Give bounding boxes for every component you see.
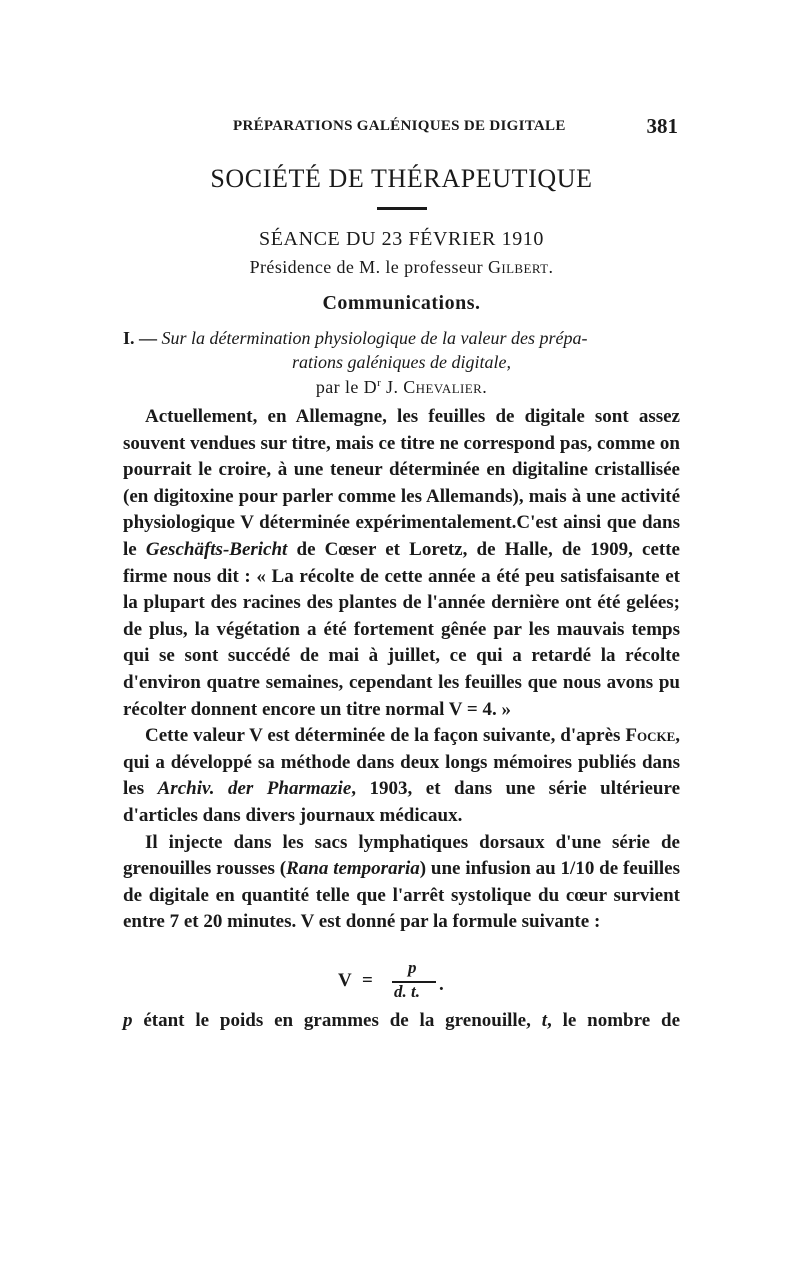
paragraph-1: [123, 404, 680, 723]
president-name: Gilbert: [487, 257, 549, 277]
p1-part2: de Cœser et Loretz, de Halle, de 1909, cette firme nous dit : « La récolte de cette année a été peu satisfaisante et la plupart des racines des plantes de l'année dernière ont été gelées; de plus, la végétation a été fortement gênée par les mauvais temps qui se sont succédé de mai à juillet, ce qui a retardé la récolte d'environ quatre semaines, cependant les feuilles que nous avons pu récolter donnent encore un titre normal V = 4. »: [123, 538, 680, 720]
p3-part1: Il injecte dans les sacs lymphatiques dorsaux d'une série de grenouilles rousses (: [123, 831, 680, 880]
communications-heading: Communications.: [322, 292, 481, 314]
seance-heading: SÉANCE DU 23 FÉVRIER 1910: [258, 228, 544, 250]
p3-italic1: Rana temporaria: [286, 858, 420, 880]
formula-equals: =: [362, 970, 373, 991]
last-italic1: p: [123, 1010, 133, 1031]
article-title-line1: Sur la détermination physiologique de la valeur des prépa-: [161, 328, 588, 348]
paragraph-3: [123, 830, 680, 936]
running-head: [123, 114, 680, 142]
paragraph-2: [123, 723, 680, 829]
p1-italic1: Geschäfts-Bericht: [145, 538, 288, 560]
last-part1: étant le poids en grammes de la grenouille,: [132, 1010, 542, 1031]
p1-part1: Actuellement, en Allemagne, les feuilles de digitale sont assez souvent vendues sur titre, mais ce titre ne correspond pas, comme on pourrait le croire, à une teneur déterminée en digitaline cristallisée (en digitoxine pour parler comme les Allemands), mais à une activité physiologique V déterminée expérimentalement.C'est ainsi que dans le: [123, 406, 680, 560]
last-line: [123, 1010, 680, 1032]
author-name: J. Chevalier: [381, 377, 483, 397]
presidence-prefix: Présidence de M. le professeur: [249, 257, 488, 277]
p2-part1: Cette valeur V est déterminée de la façon suivante, d'après: [145, 725, 626, 747]
article-title: [123, 326, 680, 374]
p2-name: Focke: [625, 725, 676, 747]
presidence-line: [123, 257, 680, 278]
last-part2: , le nombre de: [547, 1010, 681, 1031]
last-italic2: t: [541, 1010, 547, 1031]
author-suffix: .: [482, 377, 488, 397]
formula: [330, 958, 470, 1006]
formula-numerator: p: [408, 958, 417, 977]
p2-part3: , 1903, et dans une série ultérieure d'articles dans divers journaux médicaux.: [123, 778, 681, 826]
p3-part2: ) une infusion au 1/10 de feuilles de digitale en quantité telle que l'arrêt systolique du cœur survient entre 7 et 20 minutes. V est donné par la formule suivante :: [123, 858, 680, 933]
author-line: [123, 377, 680, 398]
author-prefix: par le D: [315, 377, 378, 397]
formula-lhs: V: [338, 970, 352, 991]
body-text: [123, 404, 680, 936]
article-title-line2: rations galéniques de digitale,: [292, 352, 511, 372]
running-title: PRÉPARATIONS GALÉNIQUES DE DIGITALE: [233, 118, 566, 134]
presidence-suffix: .: [548, 257, 554, 277]
article-number: I. —: [123, 328, 162, 348]
society-heading: SOCIÉTÉ DE THÉRAPEUTIQUE: [210, 164, 593, 193]
formula-denominator: d. t.: [394, 982, 420, 1001]
formula-end: .: [439, 974, 444, 995]
p2-part2: , qui a développé sa méthode dans deux longs mémoires publiés dans les: [123, 725, 680, 800]
heading-rule: [377, 207, 427, 210]
p2-italic1: Archiv. der Pharmazie: [157, 778, 352, 800]
author-sup: r: [377, 377, 382, 389]
page-number: 381: [646, 114, 678, 138]
